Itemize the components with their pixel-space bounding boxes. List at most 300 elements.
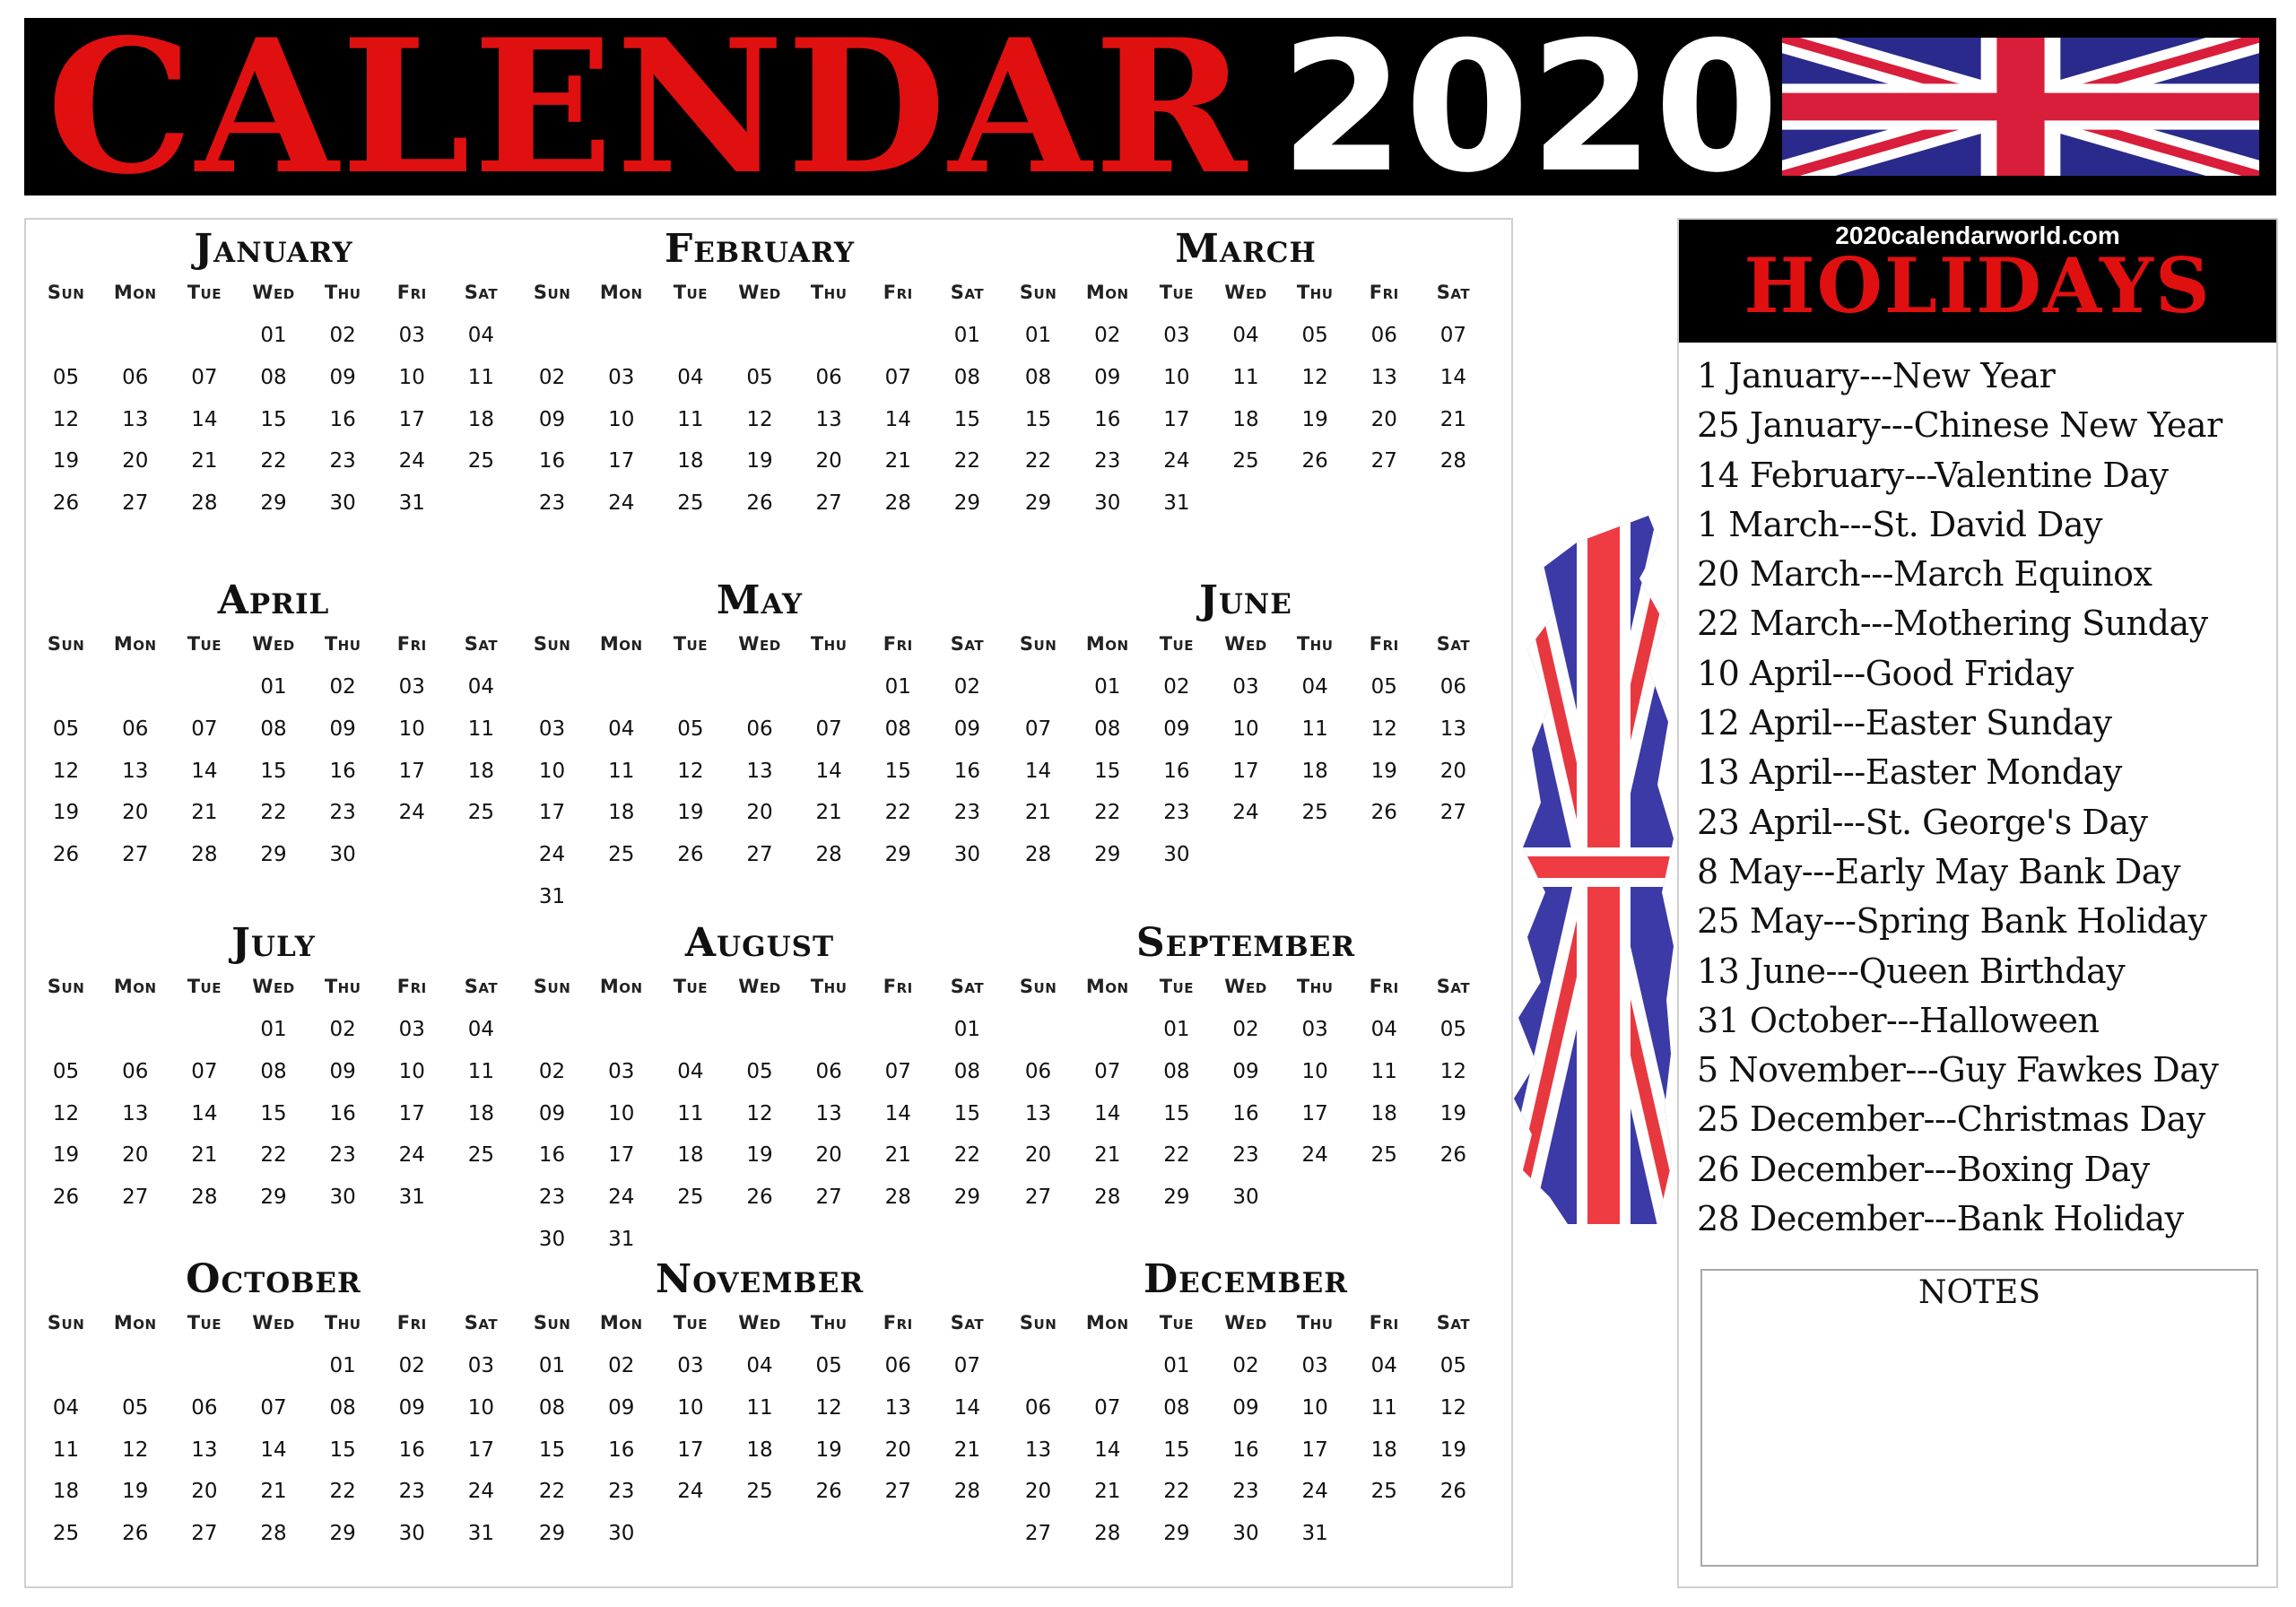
weekday-label: Sat	[950, 282, 985, 303]
day-cell: 27	[1024, 1185, 1052, 1209]
weekday-label: Wed	[738, 976, 781, 997]
day-cell: 02	[538, 365, 566, 389]
weekday-label: Sat	[950, 1312, 985, 1333]
day-cell: 21	[260, 1480, 287, 1504]
weekday-label: Wed	[252, 282, 295, 303]
day-cell: 08	[1163, 1059, 1190, 1083]
calendar-title: CALENDAR	[47, 0, 1250, 215]
month-february	[517, 225, 1002, 557]
weekday-label: Tue	[673, 976, 708, 997]
weekday-label: Mon	[113, 633, 157, 655]
day-cell: 30	[329, 1185, 356, 1209]
day-cell: 18	[467, 759, 495, 783]
holiday-item: 14 February---Valentine Day	[1697, 455, 2169, 495]
day-cell: 02	[1232, 1354, 1259, 1378]
weekday-label: Thu	[810, 976, 848, 997]
day-cell: 18	[467, 1101, 495, 1125]
day-cell: 26	[677, 842, 704, 866]
day-blank	[656, 666, 725, 708]
day-cell: 07	[191, 717, 218, 741]
month-april	[31, 577, 516, 908]
day-cell: 29	[538, 1521, 566, 1545]
weekday-header-row	[1004, 1309, 1488, 1336]
day-cell: 04	[467, 324, 495, 348]
day-cell: 15	[260, 759, 287, 783]
day-cell: 05	[52, 365, 80, 389]
month-title: January	[194, 226, 353, 272]
day-cell: 10	[467, 1395, 495, 1420]
day-blank	[100, 1009, 170, 1051]
day-cell: 14	[884, 407, 911, 431]
day-cell: 14	[1439, 365, 1467, 389]
day-cell: 14	[1024, 759, 1052, 783]
day-cell: 01	[260, 324, 287, 348]
weekday-label: Sun	[47, 976, 85, 997]
day-cell: 14	[191, 407, 218, 431]
weekday-label: Sun	[533, 1312, 571, 1333]
day-blank	[795, 666, 864, 708]
day-cell: 09	[953, 717, 981, 741]
day-cell: 18	[677, 449, 704, 473]
day-cell: 06	[122, 365, 149, 389]
day-cell: 03	[398, 1018, 425, 1042]
day-cell: 22	[1024, 449, 1052, 473]
weekday-label: Wed	[252, 976, 295, 997]
day-cell: 12	[815, 1395, 842, 1420]
day-cell: 25	[677, 491, 704, 515]
day-cell: 24	[1163, 449, 1190, 473]
day-cell: 17	[398, 759, 425, 783]
header-banner	[24, 0, 2276, 215]
day-blank	[864, 315, 933, 357]
holiday-item: 20 March---March Equinox	[1697, 554, 2152, 595]
day-cell: 30	[953, 842, 981, 866]
day-cell: 28	[884, 1185, 911, 1209]
day-cell: 17	[398, 407, 425, 431]
weekday-label: Thu	[1296, 976, 1334, 997]
day-cell: 08	[1163, 1395, 1190, 1420]
day-blank	[795, 315, 864, 357]
month-title: June	[1199, 578, 1292, 623]
day-blank	[170, 315, 239, 357]
day-cell: 20	[746, 801, 773, 825]
day-cell: 31	[1301, 1521, 1328, 1545]
day-cell: 19	[815, 1438, 842, 1462]
day-cell: 03	[467, 1354, 495, 1378]
day-cell: 16	[329, 1101, 356, 1125]
day-cell: 26	[746, 491, 773, 515]
day-cell: 18	[1370, 1101, 1397, 1125]
day-cell: 28	[191, 842, 218, 866]
weekday-label: Sun	[47, 633, 85, 655]
day-cell: 23	[538, 1185, 566, 1209]
holiday-item: 25 January---Chinese New Year	[1697, 405, 2222, 446]
weekday-label: Mon	[599, 1312, 643, 1333]
day-cell: 05	[746, 365, 773, 389]
weekday-label: Mon	[1085, 282, 1129, 303]
day-cell: 27	[1024, 1521, 1052, 1545]
day-cell: 24	[1301, 1143, 1328, 1168]
day-cell: 10	[398, 1059, 425, 1083]
month-title: September	[1135, 920, 1356, 966]
day-cell: 23	[398, 1480, 425, 1504]
weekday-label: Mon	[1085, 1312, 1129, 1333]
day-cell: 13	[815, 1101, 842, 1125]
month-december	[1004, 1255, 1488, 1587]
day-cell: 10	[608, 1101, 635, 1125]
day-cell: 13	[884, 1395, 911, 1420]
day-cell: 13	[1370, 365, 1397, 389]
day-cell: 06	[815, 1059, 842, 1083]
weekday-label: Sat	[1436, 976, 1471, 997]
day-cell: 21	[1094, 1480, 1121, 1504]
day-cell: 08	[884, 717, 911, 741]
weekday-label: Tue	[187, 282, 222, 303]
weekday-label: Sun	[47, 282, 85, 303]
day-blank	[170, 1345, 239, 1387]
day-cell: 12	[1301, 365, 1328, 389]
day-blank	[1004, 1009, 1073, 1051]
day-cell: 30	[538, 1227, 566, 1251]
day-cell: 17	[1232, 759, 1259, 783]
month-title: November	[655, 1256, 865, 1302]
day-cell: 17	[1163, 407, 1190, 431]
day-cell: 01	[1094, 675, 1121, 699]
day-cell: 03	[1301, 1354, 1328, 1378]
weekday-label: Mon	[599, 282, 643, 303]
day-cell: 06	[1024, 1395, 1052, 1420]
weekday-label: Fri	[396, 633, 427, 655]
day-cell: 24	[1232, 801, 1259, 825]
day-cell: 19	[746, 1143, 773, 1168]
weekday-label: Thu	[1296, 633, 1334, 655]
weekday-label: Fri	[396, 1312, 427, 1333]
weekday-label: Thu	[324, 633, 361, 655]
day-cell: 01	[260, 1018, 287, 1042]
weekday-label: Wed	[738, 633, 781, 655]
day-cell: 16	[538, 1143, 566, 1168]
day-cell: 07	[884, 365, 911, 389]
day-cell: 30	[1163, 842, 1190, 866]
day-cell: 18	[608, 801, 635, 825]
day-cell: 04	[52, 1395, 80, 1420]
weekday-label: Thu	[810, 282, 848, 303]
day-cell: 19	[122, 1480, 149, 1504]
day-cell: 15	[1024, 407, 1052, 431]
day-cell: 21	[191, 449, 218, 473]
day-cell: 08	[1024, 365, 1052, 389]
day-grid	[1004, 1345, 1488, 1596]
day-cell: 22	[884, 801, 911, 825]
day-cell: 10	[1301, 1059, 1328, 1083]
month-october	[31, 1255, 516, 1587]
uk-map-flag-icon	[1514, 516, 1675, 1224]
weekday-label: Sat	[1436, 282, 1471, 303]
day-cell: 20	[191, 1480, 218, 1504]
day-cell: 15	[1094, 759, 1121, 783]
day-cell: 05	[1370, 675, 1397, 699]
day-cell: 02	[1232, 1018, 1259, 1042]
day-cell: 19	[746, 449, 773, 473]
month-june	[1004, 577, 1488, 908]
day-cell: 13	[1439, 717, 1467, 741]
day-cell: 10	[1232, 717, 1259, 741]
calendar-grid-panel	[24, 218, 1513, 1588]
weekday-label: Mon	[1085, 633, 1129, 655]
day-cell: 30	[398, 1521, 425, 1545]
day-cell: 25	[1232, 449, 1259, 473]
holiday-item: 13 April---Easter Monday	[1697, 752, 2122, 793]
day-cell: 09	[1163, 717, 1190, 741]
day-cell: 18	[1301, 759, 1328, 783]
weekday-label: Mon	[113, 976, 157, 997]
weekday-label: Fri	[396, 282, 427, 303]
weekday-label: Fri	[1369, 1312, 1399, 1333]
day-cell: 04	[467, 675, 495, 699]
day-cell: 23	[953, 801, 981, 825]
day-cell: 16	[329, 759, 356, 783]
day-cell: 22	[260, 801, 287, 825]
weekday-label: Wed	[1224, 633, 1267, 655]
month-title: December	[1144, 1256, 1348, 1302]
day-cell: 29	[1163, 1185, 1190, 1209]
day-cell: 01	[953, 1018, 981, 1042]
day-cell: 28	[260, 1521, 287, 1545]
day-cell: 28	[191, 1185, 218, 1209]
union-jack-flag-icon	[1782, 38, 2259, 176]
day-cell: 02	[1163, 675, 1190, 699]
day-blank	[1004, 1345, 1073, 1387]
day-cell: 18	[1232, 407, 1259, 431]
day-cell: 25	[467, 449, 495, 473]
holiday-item: 28 December---Bank Holiday	[1697, 1199, 2184, 1239]
day-cell: 27	[884, 1480, 911, 1504]
weekday-label: Thu	[1296, 282, 1334, 303]
day-cell: 26	[1370, 801, 1397, 825]
day-cell: 16	[538, 449, 566, 473]
month-january	[31, 225, 516, 557]
day-cell: 06	[1024, 1059, 1052, 1083]
day-cell: 30	[1232, 1521, 1259, 1545]
weekday-label: Mon	[599, 976, 643, 997]
day-cell: 29	[1024, 491, 1052, 515]
weekday-header-row	[517, 279, 1002, 306]
day-cell: 24	[398, 1143, 425, 1168]
day-cell: 01	[538, 1354, 566, 1378]
day-blank	[100, 1345, 170, 1387]
day-cell: 20	[1439, 759, 1467, 783]
day-cell: 07	[884, 1059, 911, 1083]
day-cell: 07	[191, 1059, 218, 1083]
day-cell: 15	[1163, 1101, 1190, 1125]
day-cell: 24	[398, 801, 425, 825]
day-cell: 01	[260, 675, 287, 699]
weekday-header-row	[31, 973, 516, 1000]
holiday-item: 8 May---Early May Bank Day	[1697, 851, 2180, 891]
weekday-label: Sat	[1436, 1312, 1471, 1333]
weekday-label: Sat	[464, 282, 499, 303]
day-cell: 07	[191, 365, 218, 389]
day-cell: 31	[608, 1227, 635, 1251]
day-cell: 19	[52, 801, 80, 825]
day-cell: 08	[260, 365, 287, 389]
day-blank	[100, 666, 170, 708]
weekday-header-row	[31, 630, 516, 657]
day-blank	[725, 315, 794, 357]
weekday-label: Thu	[810, 633, 848, 655]
day-cell: 24	[1301, 1480, 1328, 1504]
day-cell: 20	[122, 449, 149, 473]
day-cell: 11	[467, 717, 495, 741]
weekday-header-row	[517, 630, 1002, 657]
holidays-header	[1679, 220, 2276, 343]
day-cell: 06	[815, 365, 842, 389]
day-grid	[31, 1009, 516, 1260]
day-cell: 21	[815, 801, 842, 825]
weekday-label: Wed	[1224, 976, 1267, 997]
day-grid	[517, 315, 1002, 566]
day-cell: 05	[122, 1395, 149, 1420]
day-cell: 08	[329, 1395, 356, 1420]
day-cell: 04	[677, 365, 704, 389]
day-cell: 25	[467, 1143, 495, 1168]
day-blank	[587, 1009, 656, 1051]
day-cell: 28	[1024, 842, 1052, 866]
weekday-label: Fri	[883, 282, 913, 303]
day-cell: 23	[329, 1143, 356, 1168]
day-cell: 29	[260, 842, 287, 866]
day-grid	[31, 315, 516, 566]
day-cell: 24	[538, 842, 566, 866]
day-cell: 04	[1232, 324, 1259, 348]
day-cell: 09	[329, 717, 356, 741]
day-cell: 27	[1439, 801, 1467, 825]
day-cell: 17	[608, 449, 635, 473]
day-blank	[517, 315, 587, 357]
holiday-list	[1697, 352, 2271, 1244]
day-cell: 27	[191, 1521, 218, 1545]
day-cell: 30	[329, 842, 356, 866]
day-cell: 07	[1439, 324, 1467, 348]
day-cell: 27	[122, 491, 149, 515]
day-cell: 04	[746, 1354, 773, 1378]
day-cell: 28	[1439, 449, 1467, 473]
day-cell: 05	[746, 1059, 773, 1083]
weekday-header-row	[1004, 279, 1488, 306]
day-cell: 05	[677, 717, 704, 741]
weekday-label: Thu	[810, 1312, 848, 1333]
weekday-label: Tue	[187, 976, 222, 997]
calendar-year: 2020	[1280, 4, 1779, 213]
day-cell: 11	[1370, 1395, 1397, 1420]
day-cell: 19	[1370, 759, 1397, 783]
day-cell: 10	[538, 759, 566, 783]
day-cell: 12	[677, 759, 704, 783]
day-cell: 25	[1370, 1480, 1397, 1504]
day-cell: 31	[538, 884, 566, 908]
day-cell: 11	[608, 759, 635, 783]
day-cell: 08	[953, 1059, 981, 1083]
day-cell: 26	[122, 1521, 149, 1545]
weekday-label: Tue	[1159, 1312, 1194, 1333]
day-cell: 18	[1370, 1438, 1397, 1462]
weekday-label: Sun	[1019, 976, 1057, 997]
notes-label: NOTES	[1918, 1274, 2040, 1311]
day-blank	[1073, 1345, 1142, 1387]
holiday-item: 10 April---Good Friday	[1697, 653, 2074, 693]
day-cell: 12	[52, 1101, 80, 1125]
weekday-label: Fri	[883, 1312, 913, 1333]
day-cell: 29	[953, 491, 981, 515]
month-title: October	[186, 1256, 361, 1302]
day-cell: 21	[191, 801, 218, 825]
weekday-label: Sun	[47, 1312, 85, 1333]
day-cell: 23	[1232, 1480, 1259, 1504]
day-cell: 27	[815, 1185, 842, 1209]
weekday-label: Mon	[1085, 976, 1129, 997]
day-cell: 18	[746, 1438, 773, 1462]
day-cell: 11	[677, 407, 704, 431]
holidays-panel	[1677, 218, 2278, 1588]
day-cell: 20	[122, 1143, 149, 1168]
day-cell: 05	[52, 1059, 80, 1083]
day-blank	[725, 666, 794, 708]
day-cell: 07	[1024, 717, 1052, 741]
month-title: May	[716, 578, 804, 623]
day-cell: 21	[953, 1438, 981, 1462]
day-cell: 19	[1439, 1438, 1467, 1462]
weekday-label: Fri	[1369, 633, 1399, 655]
holidays-title: HOLIDAYS	[1744, 241, 2212, 330]
day-cell: 22	[953, 449, 981, 473]
day-cell: 14	[884, 1101, 911, 1125]
day-cell: 06	[1439, 675, 1467, 699]
day-cell: 22	[538, 1480, 566, 1504]
day-cell: 21	[1439, 407, 1467, 431]
weekday-label: Thu	[324, 1312, 361, 1333]
day-cell: 20	[122, 801, 149, 825]
day-cell: 15	[953, 407, 981, 431]
holiday-item: 31 October---Halloween	[1697, 1000, 2100, 1040]
month-september	[1004, 919, 1488, 1251]
day-cell: 23	[1094, 449, 1121, 473]
day-cell: 01	[329, 1354, 356, 1378]
day-cell: 31	[398, 1185, 425, 1209]
day-cell: 21	[1094, 1143, 1121, 1168]
day-cell: 14	[815, 759, 842, 783]
day-cell: 31	[398, 491, 425, 515]
day-cell: 28	[1094, 1521, 1121, 1545]
day-cell: 27	[815, 491, 842, 515]
day-cell: 15	[260, 1101, 287, 1125]
day-cell: 24	[608, 491, 635, 515]
weekday-label: Sat	[464, 633, 499, 655]
day-cell: 03	[538, 717, 566, 741]
day-cell: 11	[1232, 365, 1259, 389]
day-blank	[656, 315, 725, 357]
day-cell: 05	[52, 717, 80, 741]
day-cell: 03	[608, 1059, 635, 1083]
day-cell: 08	[260, 1059, 287, 1083]
day-cell: 22	[329, 1480, 356, 1504]
day-cell: 25	[467, 801, 495, 825]
day-cell: 21	[191, 1143, 218, 1168]
weekday-label: Wed	[1224, 1312, 1267, 1333]
weekday-label: Fri	[1369, 282, 1399, 303]
day-cell: 29	[329, 1521, 356, 1545]
day-blank	[587, 666, 656, 708]
day-cell: 16	[329, 407, 356, 431]
